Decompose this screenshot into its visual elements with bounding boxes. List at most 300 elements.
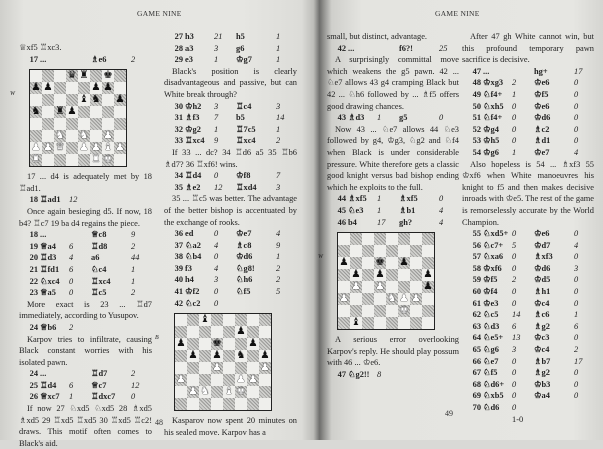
move-row bbox=[462, 124, 594, 136]
black-move: ♔c4 bbox=[534, 345, 550, 355]
board-square bbox=[235, 350, 247, 362]
move-row bbox=[164, 124, 297, 136]
white-time: 0 bbox=[512, 403, 517, 412]
white-time: 3 bbox=[214, 43, 219, 53]
black-pawn-icon: ♟ bbox=[339, 256, 349, 268]
black-time: 2 bbox=[131, 369, 136, 379]
black-move: a6 bbox=[91, 253, 100, 263]
board-square bbox=[90, 154, 102, 166]
board-square bbox=[102, 118, 114, 130]
board-square bbox=[90, 118, 102, 130]
white-time: 1 bbox=[377, 113, 382, 123]
move-row bbox=[19, 194, 152, 206]
board-square bbox=[211, 386, 223, 398]
running-head-left: GAME NINE bbox=[137, 9, 182, 18]
black-time bbox=[276, 298, 290, 310]
black-time: 12 bbox=[131, 380, 140, 390]
page-number-left: 48 bbox=[155, 418, 163, 427]
board-square bbox=[187, 386, 199, 398]
white-move: ... bbox=[40, 230, 47, 240]
black-move bbox=[91, 322, 129, 334]
black-time: 4 bbox=[439, 217, 444, 227]
white-time: 0 bbox=[214, 287, 219, 297]
black-pawn-icon: ♟ bbox=[248, 338, 258, 349]
white-time: 6 bbox=[512, 321, 517, 331]
move-row bbox=[327, 112, 459, 124]
white-pawn-icon: ♟ bbox=[339, 292, 349, 304]
black-time: 14 bbox=[276, 113, 285, 123]
commentary-paragraph: If now 27 ♘xd5 ♘xd5 28 ♗xd5 ♗xd5 29 ♖xd5 ♖xd5 30 ♖xd5 ♖c2! draws. This motif often comes to Black's aid. bbox=[19, 404, 152, 448]
white-move: ♘c2 bbox=[185, 298, 201, 308]
white-pawn-icon: ♟ bbox=[115, 141, 125, 153]
board-square bbox=[66, 70, 78, 82]
white-move: ♔e3 bbox=[483, 298, 499, 308]
black-time: 1 bbox=[276, 55, 281, 65]
black-pawn-icon: ♟ bbox=[236, 326, 246, 337]
board-square bbox=[42, 118, 54, 130]
board-square bbox=[374, 317, 386, 329]
white-move: ♘xb5 bbox=[483, 391, 504, 401]
move-number: 24 bbox=[29, 369, 38, 379]
black-pawn-icon: ♟ bbox=[351, 268, 361, 280]
board-square bbox=[410, 281, 422, 293]
board-square bbox=[259, 398, 271, 410]
white-move: ed bbox=[185, 229, 194, 239]
black-time: 2 bbox=[574, 345, 579, 355]
white-time: 3 bbox=[214, 101, 219, 111]
black-time: 2 bbox=[276, 136, 281, 146]
move-row bbox=[462, 135, 594, 147]
white-move: f3 bbox=[185, 263, 192, 273]
board-square bbox=[350, 257, 362, 269]
board-square bbox=[42, 130, 54, 142]
black-bishop-icon: ♝ bbox=[351, 316, 361, 328]
black-move: ♘g8! bbox=[236, 263, 255, 273]
board-square bbox=[398, 281, 410, 293]
white-king-icon: ♚ bbox=[399, 304, 409, 316]
move-row bbox=[462, 274, 594, 286]
black-move: h5 bbox=[236, 32, 245, 41]
right-column-2 bbox=[462, 31, 594, 425]
board-square bbox=[42, 142, 54, 154]
move-row bbox=[462, 344, 594, 356]
black-move: f6?! bbox=[399, 43, 413, 53]
black-pawn-icon: ♟ bbox=[91, 81, 101, 93]
move-row bbox=[462, 263, 594, 275]
white-move: ♔f2 bbox=[185, 287, 200, 297]
black-time: 25 bbox=[439, 43, 448, 53]
board-square bbox=[386, 281, 398, 293]
board-square bbox=[338, 305, 350, 317]
white-knight-icon: ♞ bbox=[387, 292, 397, 304]
black-time: 1 bbox=[276, 43, 281, 53]
black-time bbox=[439, 369, 453, 381]
move-row bbox=[164, 43, 297, 55]
board-square bbox=[410, 305, 422, 317]
black-move bbox=[91, 194, 129, 206]
black-time: 2 bbox=[131, 288, 136, 298]
move-row bbox=[164, 135, 297, 147]
white-time: 1 bbox=[512, 147, 517, 157]
black-move: ♖dxc7 bbox=[91, 392, 116, 402]
board-square bbox=[374, 281, 386, 293]
move-number: 44 bbox=[337, 194, 346, 204]
chess-board bbox=[337, 232, 435, 330]
board-square bbox=[30, 154, 42, 166]
board-square bbox=[199, 374, 211, 386]
board-square bbox=[398, 305, 410, 317]
white-time: 1 bbox=[69, 392, 74, 402]
move-number: 61 bbox=[472, 298, 481, 308]
white-time bbox=[69, 368, 89, 380]
white-time: 5 bbox=[512, 240, 517, 250]
running-head-right: GAME NINE bbox=[435, 9, 480, 18]
black-move: ♘h6 bbox=[236, 275, 253, 285]
white-move: ♘d6+ bbox=[483, 379, 505, 389]
move-number: 47 bbox=[337, 369, 346, 379]
board-square bbox=[114, 130, 126, 142]
board-square bbox=[386, 233, 398, 245]
board-square bbox=[54, 142, 66, 154]
board-square bbox=[223, 386, 235, 398]
board-square bbox=[42, 106, 54, 118]
commentary-paragraph: small, but distinct, advantage. bbox=[327, 32, 428, 41]
board-square bbox=[199, 398, 211, 410]
white-move: ♘f5 bbox=[483, 368, 498, 378]
white-king-icon: ♚ bbox=[236, 386, 246, 397]
black-move: ♔d6 bbox=[236, 252, 253, 262]
white-rook-icon: ♜ bbox=[31, 153, 41, 165]
board-square bbox=[235, 374, 247, 386]
black-pawn-icon: ♟ bbox=[423, 268, 433, 280]
black-time: 0 bbox=[574, 229, 579, 239]
white-move: ♘c7+ bbox=[483, 240, 504, 250]
move-row bbox=[164, 298, 297, 310]
board-square bbox=[223, 398, 235, 410]
move-number: 49 bbox=[472, 89, 481, 99]
move-number: 32 bbox=[174, 124, 183, 134]
board-square bbox=[54, 94, 66, 106]
move-number: 50 bbox=[472, 101, 481, 111]
side-to-move-label: B bbox=[155, 335, 159, 342]
commentary-paragraph: A serious error overlooking Karpov's reply. He should play possum with 46 ... ♔e6. bbox=[327, 335, 459, 368]
white-time: 0 bbox=[512, 229, 517, 239]
black-move: ♔c4 bbox=[534, 298, 550, 308]
black-rook-icon: ♜ bbox=[55, 105, 65, 117]
board-square bbox=[78, 118, 90, 130]
board-square bbox=[362, 293, 374, 305]
board-square bbox=[398, 269, 410, 281]
board-square bbox=[247, 386, 259, 398]
board-square bbox=[90, 70, 102, 82]
left-column-1 bbox=[10, 42, 152, 449]
white-move: ♔f5 bbox=[483, 275, 498, 285]
white-time: 1 bbox=[214, 124, 219, 134]
board-square bbox=[199, 386, 211, 398]
white-move: ♘b4 bbox=[185, 252, 202, 262]
board-square bbox=[78, 154, 90, 166]
board-square bbox=[42, 94, 54, 106]
move-row bbox=[462, 286, 594, 298]
white-time: 6 bbox=[69, 380, 74, 390]
white-move: ♔f4 bbox=[483, 287, 498, 297]
move-number: 20 bbox=[29, 253, 38, 263]
white-bishop-icon: ♝ bbox=[103, 141, 113, 153]
move-number: 51 bbox=[472, 113, 481, 123]
white-time: 21 bbox=[214, 32, 223, 41]
white-time bbox=[377, 43, 397, 55]
board-square bbox=[374, 269, 386, 281]
black-knight-icon: ♞ bbox=[31, 105, 41, 117]
black-time: 0 bbox=[574, 298, 579, 308]
board-square bbox=[259, 326, 271, 338]
white-move: ♗f3 bbox=[185, 113, 200, 123]
white-time: 0 bbox=[512, 379, 517, 389]
white-pawn-icon: ♟ bbox=[43, 141, 53, 153]
move-row bbox=[462, 251, 594, 263]
right-column-1 bbox=[318, 31, 459, 380]
board-square bbox=[338, 281, 350, 293]
board-square bbox=[30, 82, 42, 94]
move-number: 35 bbox=[174, 182, 183, 192]
move-number: 66 bbox=[472, 356, 481, 366]
move-row bbox=[164, 182, 297, 194]
black-time: 0 bbox=[131, 392, 136, 402]
move-number: 58 bbox=[472, 263, 481, 273]
board-square bbox=[398, 317, 410, 329]
black-time: 0 bbox=[574, 124, 579, 134]
move-number: 22 bbox=[29, 276, 38, 286]
move-number: 70 bbox=[472, 403, 481, 412]
move-row bbox=[19, 368, 152, 380]
move-number: 42 bbox=[337, 43, 346, 53]
move-row bbox=[462, 298, 594, 310]
board-square bbox=[350, 317, 362, 329]
board-square bbox=[338, 293, 350, 305]
board-square bbox=[54, 154, 66, 166]
white-time: 4 bbox=[214, 263, 219, 273]
black-time: 1 bbox=[131, 264, 136, 274]
chess-diagram bbox=[10, 69, 152, 167]
black-move: ♗c8 bbox=[236, 240, 252, 250]
board-square bbox=[78, 94, 90, 106]
black-pawn-icon: ♟ bbox=[188, 350, 198, 361]
white-move: ♖fd1 bbox=[40, 264, 60, 274]
black-move: ♔e7 bbox=[236, 229, 252, 239]
board-square bbox=[90, 130, 102, 142]
white-move: ♔g6 bbox=[483, 147, 499, 157]
board-square bbox=[362, 305, 374, 317]
move-row bbox=[462, 112, 594, 124]
black-time: 17 bbox=[574, 66, 583, 76]
white-time: 0 bbox=[512, 252, 517, 262]
board-square bbox=[223, 326, 235, 338]
board-square bbox=[66, 118, 78, 130]
board-square bbox=[362, 269, 374, 281]
black-move: ♗b7 bbox=[534, 356, 551, 366]
white-move: ♘g6 bbox=[483, 345, 499, 355]
board-square bbox=[175, 398, 187, 410]
move-number: 28 bbox=[174, 43, 183, 53]
board-square bbox=[78, 70, 90, 82]
board-square bbox=[350, 233, 362, 245]
black-move: ♔e6 bbox=[534, 229, 550, 239]
board-square bbox=[114, 154, 126, 166]
move-number: 47 bbox=[472, 66, 481, 76]
board-square bbox=[66, 142, 78, 154]
move-number: 53 bbox=[472, 136, 481, 146]
white-time: 0 bbox=[214, 171, 219, 181]
white-move: b4 bbox=[348, 217, 357, 227]
board-square bbox=[199, 350, 211, 362]
board-square bbox=[199, 314, 211, 326]
move-number: 34 bbox=[174, 171, 183, 181]
white-time bbox=[512, 66, 532, 78]
board-square bbox=[66, 130, 78, 142]
commentary-paragraph: Now 43 ... ♘e7 allows 44 ♘e3 followed by g4, ♔g3, ♘g2 and ♘f4 when Black is under considerable pressure. White therefore gets a classic good knight versus bad bishop ending which he exploits to the full. bbox=[327, 124, 459, 192]
commentary-paragraph: Black's position is clearly disadvantageous and passive, but can White break through? bbox=[164, 66, 297, 99]
board-square bbox=[422, 293, 434, 305]
white-move: ♖d4 bbox=[185, 171, 202, 181]
board-square bbox=[211, 350, 223, 362]
move-row bbox=[19, 276, 152, 288]
board-square bbox=[114, 118, 126, 130]
board-square bbox=[247, 350, 259, 362]
board-square bbox=[422, 269, 434, 281]
white-time: 2 bbox=[69, 322, 74, 332]
move-number: 25 bbox=[29, 380, 38, 390]
board-square bbox=[54, 106, 66, 118]
move-number: 33 bbox=[174, 136, 183, 146]
board-square bbox=[223, 362, 235, 374]
board-square bbox=[90, 82, 102, 94]
board-square bbox=[114, 142, 126, 154]
move-number: 19 bbox=[29, 241, 38, 251]
white-move: ♗xf5 bbox=[348, 194, 367, 204]
board-square bbox=[199, 326, 211, 338]
black-time: 0 bbox=[439, 113, 444, 123]
board-square bbox=[235, 362, 247, 374]
board-square bbox=[398, 293, 410, 305]
move-row bbox=[164, 228, 297, 240]
board-square bbox=[199, 362, 211, 374]
black-time bbox=[131, 322, 145, 334]
white-time: 6 bbox=[69, 241, 74, 251]
black-move: ♖7c5 bbox=[236, 124, 256, 134]
black-move: ♗c6 bbox=[534, 310, 550, 320]
board-square bbox=[211, 398, 223, 410]
move-number: 54 bbox=[472, 147, 481, 157]
black-move: ♔a4 bbox=[534, 391, 550, 401]
black-move: g5 bbox=[399, 113, 408, 123]
black-pawn-icon: ♟ bbox=[103, 81, 113, 93]
black-king-icon: ♚ bbox=[103, 69, 113, 81]
board-square bbox=[386, 293, 398, 305]
black-move: ♔g7 bbox=[236, 55, 252, 65]
board-square bbox=[223, 314, 235, 326]
board-square bbox=[259, 374, 271, 386]
white-pawn-icon: ♟ bbox=[260, 362, 270, 373]
black-time: 2 bbox=[131, 54, 136, 64]
black-move: ♖xc4 bbox=[91, 276, 111, 286]
white-move: ... bbox=[483, 66, 490, 76]
board-square bbox=[102, 82, 114, 94]
white-pawn-icon: ♟ bbox=[351, 280, 361, 292]
move-number: 31 bbox=[174, 113, 183, 123]
black-time: 1 bbox=[276, 32, 281, 41]
white-pawn-icon: ♟ bbox=[411, 292, 421, 304]
commentary-paragraph: ♕xf5 ♖xc3. bbox=[19, 43, 62, 52]
move-number: 45 bbox=[337, 205, 346, 215]
black-time: 7 bbox=[276, 171, 281, 181]
black-time: 0 bbox=[574, 333, 579, 343]
black-move: ♗h1 bbox=[534, 287, 551, 297]
white-time: 1 bbox=[512, 89, 517, 99]
black-move: ♔f8 bbox=[236, 171, 251, 181]
black-move: ♗b1 bbox=[399, 205, 416, 215]
board-square bbox=[247, 362, 259, 374]
move-number: 29 bbox=[174, 55, 183, 65]
board-square bbox=[54, 82, 66, 94]
black-time bbox=[131, 194, 145, 206]
board-square bbox=[42, 154, 54, 166]
white-time: 12 bbox=[69, 195, 78, 205]
move-number: 18 bbox=[29, 195, 38, 205]
board-square bbox=[102, 94, 114, 106]
board-square bbox=[211, 326, 223, 338]
black-king-icon: ♚ bbox=[375, 256, 385, 268]
board-square bbox=[398, 245, 410, 257]
board-square bbox=[78, 106, 90, 118]
white-time: 0 bbox=[512, 136, 517, 146]
board-square bbox=[211, 362, 223, 374]
white-move: ♘g2!! bbox=[348, 369, 370, 379]
black-move: ♔c3 bbox=[534, 333, 550, 343]
black-time: 0 bbox=[574, 379, 579, 389]
move-row bbox=[164, 54, 297, 66]
board-square bbox=[410, 269, 422, 281]
board-square bbox=[247, 326, 259, 338]
board-square bbox=[66, 94, 78, 106]
move-row bbox=[462, 356, 594, 368]
black-move: ♗d1 bbox=[534, 136, 551, 146]
board-square bbox=[42, 82, 54, 94]
move-row bbox=[19, 252, 152, 264]
move-number: 27 bbox=[174, 32, 183, 41]
move-number: 18 bbox=[29, 230, 38, 240]
white-move: ♘f4+ bbox=[483, 113, 503, 123]
board-square bbox=[235, 314, 247, 326]
white-move: ♔xf6 bbox=[483, 263, 502, 273]
board-square bbox=[114, 82, 126, 94]
black-time: 3 bbox=[276, 182, 281, 192]
side-to-move-label: W bbox=[10, 91, 15, 98]
black-time: 0 bbox=[574, 113, 579, 123]
black-move: hg+ bbox=[534, 66, 548, 76]
white-pawn-icon: ♟ bbox=[91, 141, 101, 153]
black-move: ♖c5 bbox=[91, 288, 107, 298]
white-time: 3 bbox=[214, 275, 219, 285]
move-row bbox=[462, 402, 594, 414]
board-square bbox=[223, 374, 235, 386]
black-move: ♗e6 bbox=[91, 54, 107, 64]
white-time: 0 bbox=[214, 252, 219, 262]
board-square bbox=[386, 317, 398, 329]
move-row bbox=[327, 369, 459, 381]
black-move: ♕c8 bbox=[91, 230, 107, 240]
commentary-paragraph: Karpov tries to infiltrate, causing Black constant worries with his isolated pawn. bbox=[19, 334, 152, 367]
move-number: 21 bbox=[29, 264, 38, 274]
